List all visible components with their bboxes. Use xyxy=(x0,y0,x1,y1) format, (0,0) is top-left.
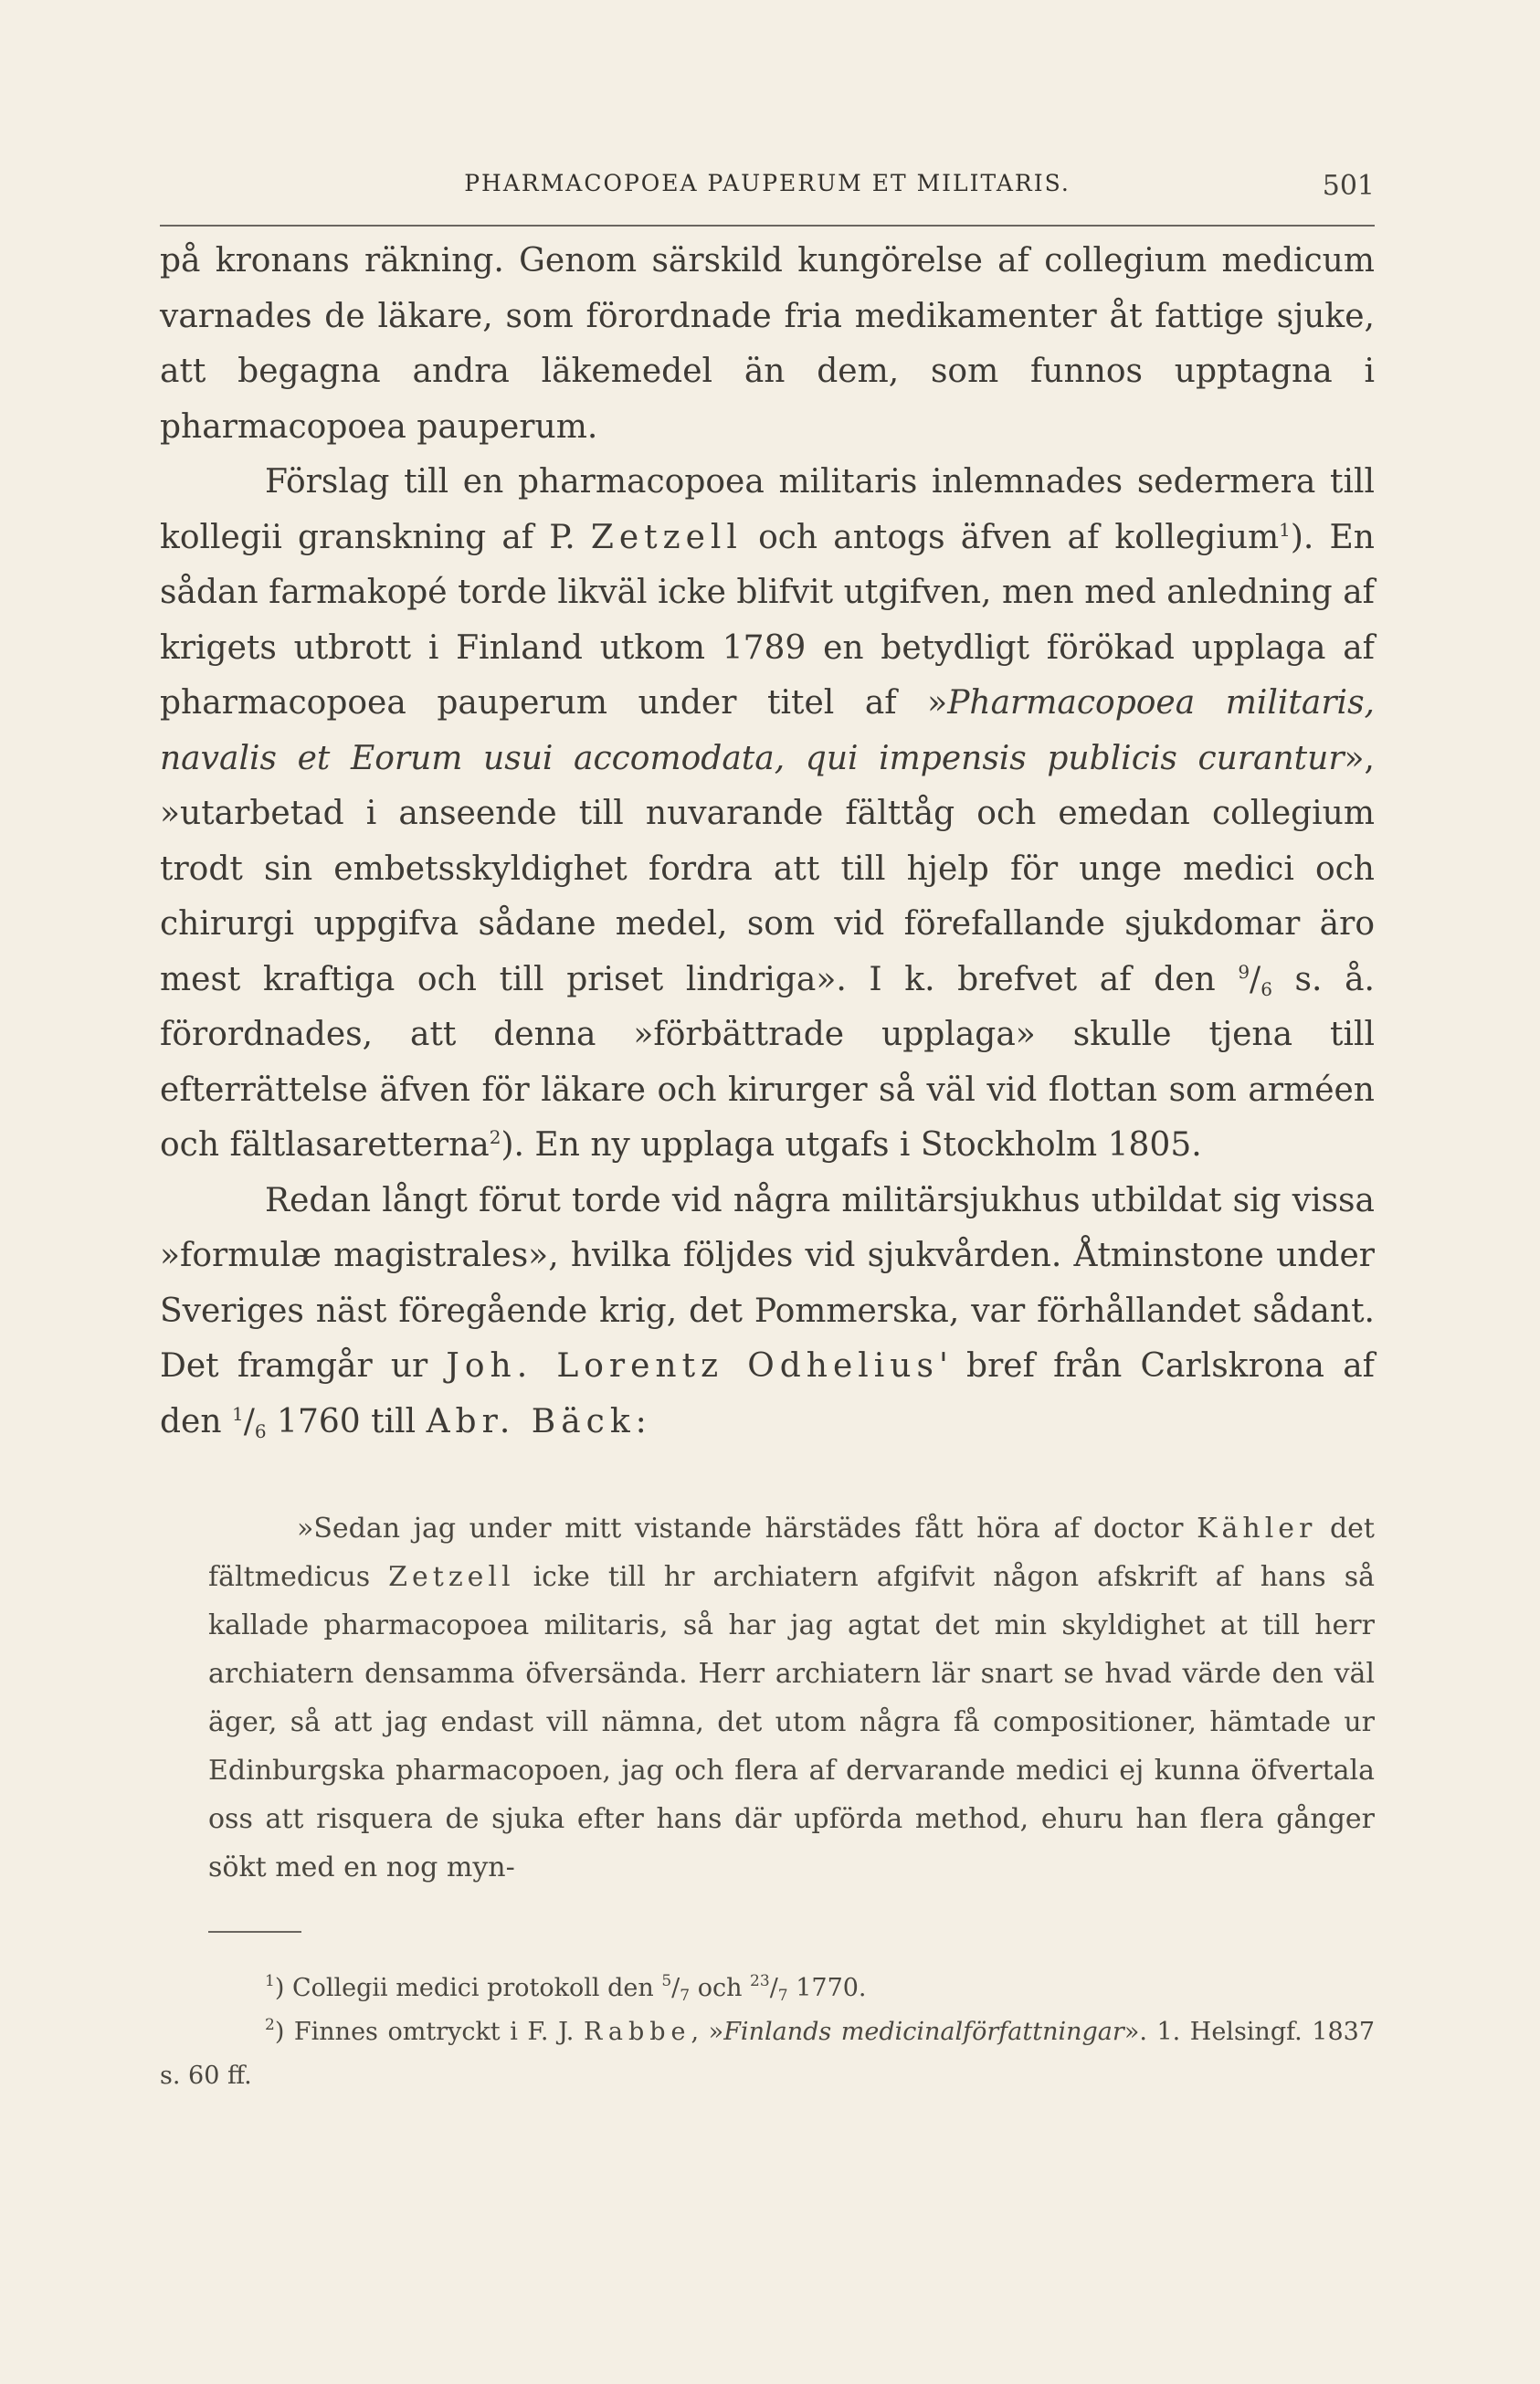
person-name-zetzell: Zetzell xyxy=(590,518,743,556)
footnote-2-part-a: ) Finnes omtryckt i F. J. xyxy=(274,2018,584,2046)
footnote-1-part-a: ) Collegii medici protokoll den xyxy=(274,1974,662,2002)
paragraph-3-part-c: 1760 till xyxy=(266,1402,427,1440)
footnote-1-part-b: och xyxy=(690,1974,751,2002)
footnotes xyxy=(160,1967,1375,2098)
page-number: 501 xyxy=(1322,170,1375,202)
paragraph-2-part-d: », »utarbetad i anseende till nuvarande fälttåg och emedan collegium trodt sin embetsskyldighet fordra att till hjelp för unge medici och chirurgi uppgifva sådane medel, som vid förefallande sjukdomar äro mest kraftiga och till priset lindriga». I k. brefvet af den xyxy=(160,739,1375,998)
body-text xyxy=(160,234,1375,1450)
paragraph-3 xyxy=(160,1174,1375,1450)
paragraph-2-part-a: Förslag till en pharmacopoea militaris inlemnades sedermera till kollegii granskning af P. xyxy=(160,463,1375,556)
footnote-ref-2: 2 xyxy=(489,1126,501,1148)
footnote-2-part-c: ». 1. Helsingf. 1837 s. 60 ff. xyxy=(160,2018,1375,2090)
paragraph-3-part-d: : xyxy=(635,1402,647,1440)
person-name-odhelius: Joh. Lorentz Odhelius xyxy=(446,1347,939,1385)
person-name-kahler: Kähler xyxy=(1197,1513,1317,1545)
paragraph-2-part-e: s. å. förordnades, att denna »förbättrade upplaga» skulle tjena till efterrättelse äfven för läkare och kirurger så väl vid flottan som arméen och fältlasaretterna xyxy=(160,960,1375,1164)
footnote-2-marker: 2 xyxy=(265,2016,275,2034)
footnote-ref-1: 1 xyxy=(1279,518,1291,541)
paragraph-2-part-b: och antogs äfven af kollegium xyxy=(742,518,1280,556)
footnote-rule xyxy=(208,1931,301,1933)
date-numerator: 5 xyxy=(661,1972,672,1990)
date-numerator: 1 xyxy=(231,1402,244,1425)
person-name-rabbe: Rabbe xyxy=(583,2018,691,2046)
footnote-2-part-b: , » xyxy=(691,2018,724,2046)
paragraph-2 xyxy=(160,455,1375,1174)
paragraph-1-text: på kronans räkning. Genom särskild kungörelse af collegium medicum varnades de läkare, som förordnade fria medikamenter åt fattige sjuke, att begagna andra läkemedel än dem, som funnos upptagna i pharmacopoea pauperum. xyxy=(160,242,1375,446)
paragraph-1 xyxy=(160,234,1375,455)
quote-part-b: det fältmedicus xyxy=(208,1513,1375,1593)
date-fraction: $^1/_6$ xyxy=(231,1402,267,1442)
date-denominator: 7 xyxy=(777,1987,788,2005)
date-fraction: $^{23}/_7$ xyxy=(750,1972,788,2005)
date-numerator: 9 xyxy=(1238,960,1250,983)
paragraph-3-part-b: ' bref från Carlskrona af den xyxy=(160,1347,1375,1440)
footnote-2 xyxy=(160,2010,1375,2098)
footnote-1 xyxy=(160,1967,1375,2010)
paragraph-2-part-f: ). En ny upplaga utgafs i Stockholm 1805. xyxy=(501,1126,1202,1164)
footnote-1-part-c: 1770. xyxy=(787,1974,867,2002)
person-name-back: Abr. Bäck xyxy=(426,1402,636,1440)
date-denominator: 6 xyxy=(254,1419,267,1442)
date-fraction: $^5/_7$ xyxy=(661,1972,691,2005)
date-numerator: 23 xyxy=(750,1972,770,1990)
running-head: PHARMACOPOEA PAUPERUM ET MILITARIS. xyxy=(464,170,1071,196)
paragraph-3-part-a: Redan långt förut torde vid några militärsjukhus utbildat sig vissa »formulæ magistrales», hvilka följdes vid sjukvården. Åtminstone under Sveriges näst föregående krig, det Pommerska, var förhållandet sådant. Det framgår ur xyxy=(160,1181,1375,1385)
book-title-finlands: Finlands medicinalförfattningar xyxy=(723,2018,1124,2046)
paragraph-2-part-c: ). En sådan farmakopé torde likväl icke blifvit utgifven, men med anledning af krigets utbrott i Finland utkom 1789 en betydligt förökad upplaga af pharmacopoea pauperum under titel af » xyxy=(160,518,1375,722)
block-quote xyxy=(208,1504,1375,1892)
quote-part-c: icke till hr archiatern afgifvit någon afskrift af hans så kallade pharmacopoea militaris, så har jag agtat det min skyldighet at till herr archiatern densamma öfversända. Herr archiatern lär snart se hvad värde den väl äger, så att jag endast vill nämna, det utom några få compositioner, hämtade ur Edinburgska pharmacopoen, jag och flera af dervarande medici ej kunna öfvertala oss att risquera de sjuka efter hans där upförda method, ehuru han flera gånger sökt med en nog myn- xyxy=(208,1561,1375,1883)
date-fraction: $^9/_6$ xyxy=(1238,960,1272,1000)
footnote-1-marker: 1 xyxy=(265,1972,275,1990)
date-denominator: 7 xyxy=(680,1987,691,2005)
person-name-zetzell-quote: Zetzell xyxy=(388,1561,515,1593)
header-rule xyxy=(160,225,1375,227)
date-denominator: 6 xyxy=(1260,977,1272,1000)
page-header xyxy=(160,170,1375,202)
quote-part-a: »Sedan jag under mitt vistande härstädes fått höra af doctor xyxy=(297,1513,1197,1545)
book-title-pharmacopoea-militaris: Pharmacopoea militaris, navalis et Eorum usui accomodata, qui impensis publicis curantur xyxy=(160,684,1375,777)
